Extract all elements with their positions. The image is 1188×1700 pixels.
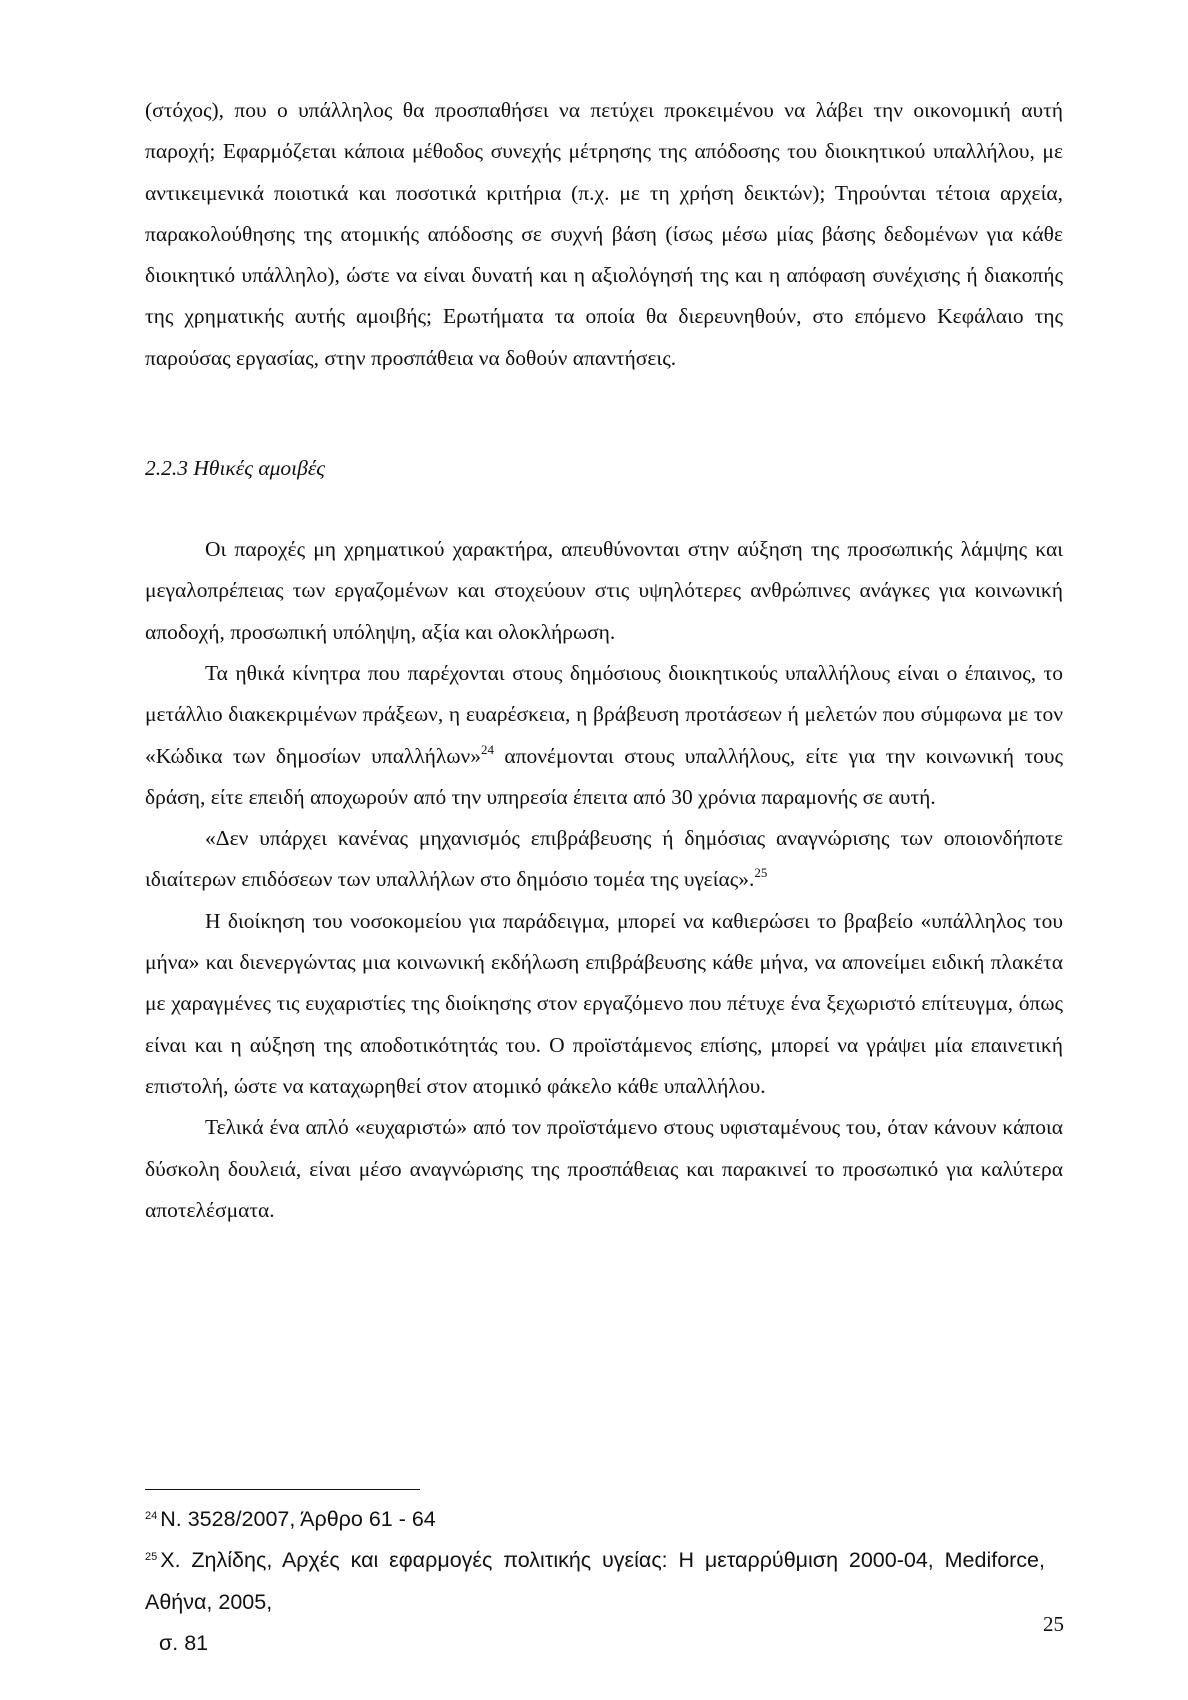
page-number: 25 xyxy=(1043,1612,1064,1636)
footnote-divider xyxy=(145,1489,420,1490)
footnote-text: Χ. Ζηλίδης, Αρχές και εφαρμογές πολιτικής υγείας: Η μεταρρύθμιση 2000-04, Mediforce, Αθήνα, 2005, xyxy=(145,1548,1045,1614)
paragraph-text: απονέμονται στους υπαλλήλους, είτε για την κοινωνική τους δράση, είτε επειδή αποχωρούν από την υπηρεσία έπειτα από 30 χρόνια παραμονής σε αυτή. xyxy=(145,743,1063,809)
paragraph-text: «Δεν υπάρχει κανένας μηχανισμός επιβράβευσης ή δημόσιας αναγνώρισης των οποιονδήποτε ιδιαίτερων επιδόσεων των υπαλλήλων στο δημόσιο τομέα της υγείας». xyxy=(145,826,1063,892)
paragraph-text: Τα ηθικά κίνητρα που παρέχονται στους δημόσιους διοικητικούς υπαλλήλους είναι ο έπαινος, το μετάλλιο διακεκριμένων πράξεων, η ευαρέσκεια, η βράβευση προτάσεων ή μελετών που σύμφωνα με τον «Κώδικα των δημοσίων υπαλλήλων» xyxy=(145,660,1063,768)
paragraph: Η διοίκηση του νοσοκομείου για παράδειγμα, μπορεί να καθιερώσει το βραβείο «υπάλληλος του μήνα» και διενεργώντας μια κοινωνική εκδήλωση επιβράβευσης κάθε μήνα, να απονείμει ειδική πλακέτα με χαραγμένες τις ευχαριστίες της διοίκησης στον εργαζόμενο που πέτυχε ένα ξεχωριστό επίτευγμα, όπως είναι και η αύξηση της αποδοτικότητάς του. Ο προϊστάμενος επίσης, μπορεί να γράψει μία επαινετική επιστολή, ώστε να καταχωρηθεί στον ατομικό φάκελο κάθε υπαλλήλου. xyxy=(145,908,1063,1098)
paragraph: Τελικά ένα απλό «ευχαριστώ» από τον προϊστάμενο στους υφισταμένους του, όταν κάνουν κάποια δύσκολη δουλειά, είναι μέσο αναγνώρισης της προσπάθειας και παρακινεί το προσωπικό για καλύτερα αποτελέσματα. xyxy=(145,1115,1063,1222)
footnote-number: 25 xyxy=(145,1551,158,1564)
footnote-reference[interactable]: 25 xyxy=(754,865,768,881)
footnote-number: 24 xyxy=(145,1510,158,1522)
footnotes xyxy=(145,1499,1045,1664)
document-body xyxy=(145,90,1063,1231)
footnote-reference[interactable]: 24 xyxy=(480,741,494,757)
intro-paragraph: (στόχος), που ο υπάλληλος θα προσπαθήσει να πετύχει προκειμένου να λάβει την οικονομική αυτή παροχή; Εφαρμόζεται κάποια μέθοδος συνεχής μέτρησης της απόδοσης του διοικητικού υπαλλήλου, με αντικειμενικά ποιοτικά και ποσοτικά κριτήρια (π.χ. με τη χρήση δεικτών); Τηρούνται τέτοια αρχεία, παρακολούθησης της ατομικής απόδοσης σε συχνή βάση (ίσως μέσω μίας βάσης δεδομένων για κάθε διοικητικό υπάλληλο), ώστε να είναι δυνατή και η αξιολόγησή της και η απόφαση συνέχισης ή διακοπής της χρηματικής αυτής αμοιβής; Ερωτήματα τα οποία θα διερευνηθούν, στο επόμενο Κεφάλαιο της παρούσας εργασίας, στην προσπάθεια να δοθούν απαντήσεις. xyxy=(145,98,1063,370)
section-heading: 2.2.3 Ηθικές αμοιβές xyxy=(145,456,326,481)
paragraph: Οι παροχές μη χρηματικού χαρακτήρα, απευθύνονται στην αύξηση της προσωπικής λάμψης και μεγαλοπρέπειας των εργαζομένων και στοχεύουν στις υψηλότερες ανθρώπινες ανάγκες για κοινωνική αποδοχή, προσωπική υπόληψη, αξία και ολοκλήρωση. xyxy=(145,537,1063,644)
footnote-text: Ν. 3528/2007, Άρθρο 61 - 64 xyxy=(160,1507,436,1531)
footnote-continuation: σ. 81 xyxy=(159,1630,209,1655)
footnote xyxy=(145,1499,1045,1540)
paragraph xyxy=(145,818,1063,901)
footnote xyxy=(145,1540,1045,1623)
paragraph xyxy=(145,653,1063,818)
